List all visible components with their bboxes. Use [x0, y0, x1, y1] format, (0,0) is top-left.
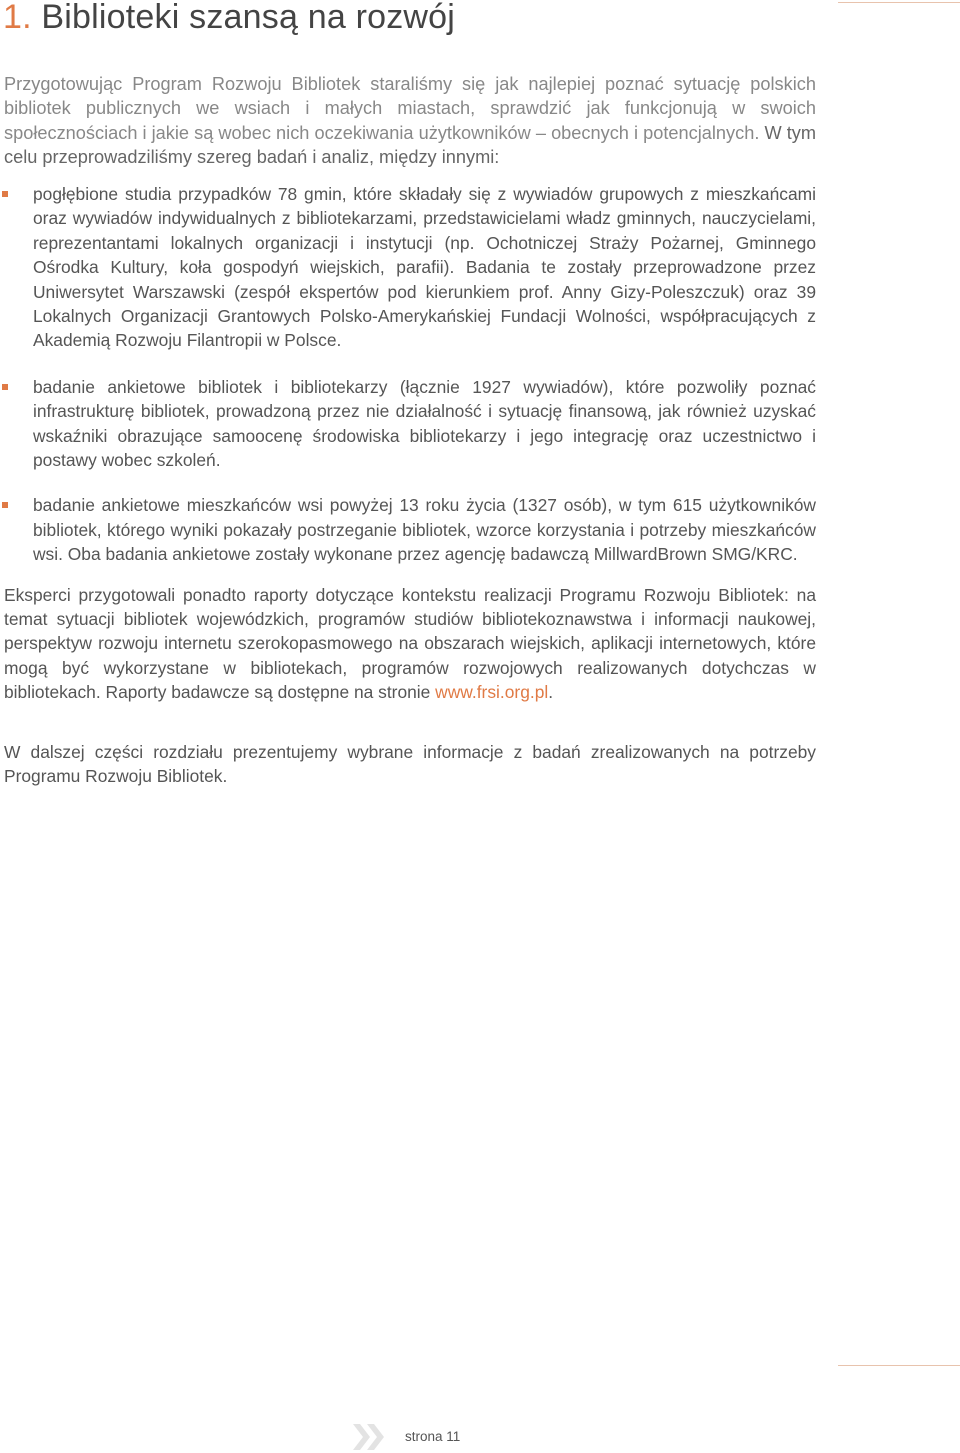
double-chevron-right-icon [353, 1424, 387, 1450]
chapter-number: 1. [3, 0, 32, 36]
experts-text: Eksperci przygotowali ponadto raporty dotyczące kontekstu realizacji Programu Rozwoju Bibliotek: na temat sytuacji bibliotek wojewódzkich, programów studiów bibliotekoznawstwa i informacji naukowej, perspektyw rozwoju internetu szerokopasmowego na obszarach wiejskich, aplikacji internetowych, które mogą być wykorzystane w bibliotekach, programów rozwojowych realizowanych dotychczas w bibliotekach. Raporty badawcze są dostępne na stronie [4, 585, 816, 702]
intro-paragraph [4, 72, 816, 169]
experts-end: . [548, 681, 554, 702]
list-item [4, 182, 816, 353]
list-item-text: pogłębione studia przypadków 78 gmin, które składały się z wywiadów grupowych z mieszkańcami oraz wywiadów indywidualnych z bibliotekarzami, przedstawicielami władz gminnych, nauczycielami, reprezentantami lokalnych organizacji i instytucji (np. Ochotniczej Straży Pożarnej, Gminnego Ośrodka Kultury, koła gospodyń wiejskich, parafii). Badania te zostały przeprowadzone przez Uniwersytet Warszawski (zespół ekspertów pod kierunkiem prof. Anny Gizy-Poleszczuk) oraz 39 Lokalnych Organizacji Grantowych Polsko-Amerykańskiej Fundacji Wolności, współpracujących z Akademią Rozwoju Filantropii w Polsce. [33, 184, 816, 351]
list-item-text: badanie ankietowe bibliotek i bibliotekarzy (łącznie 1927 wywiadów), które pozwoliły poznać infrastrukturę bibliotek, prowadzoną przez nie działalność i sytuację finansową, jak również uzyskać wskaźniki obrazujące samoocenę środowiska bibliotekarzy i jego integrację oraz uczestnictwo i postawy wobec szkoleń. [33, 376, 816, 471]
footer-rule [838, 1365, 960, 1366]
list-item [4, 375, 816, 473]
bullet-square-icon [2, 502, 8, 508]
research-list [4, 182, 816, 567]
chapter-title-text: Biblioteki szansą na rozwój [41, 0, 456, 36]
list-item [4, 493, 816, 566]
experts-paragraph [4, 583, 816, 704]
frsi-link[interactable]: www.frsi.org.pl [435, 681, 549, 702]
bullet-square-icon [2, 384, 8, 390]
page-number: strona 11 [405, 1429, 461, 1444]
header-rule [838, 2, 960, 3]
intro-rest-text: W tym celu przeprowadziliśmy szereg badań i analiz, między innymi: [4, 122, 816, 167]
chapter-title [3, 0, 455, 37]
closing-paragraph: W dalszej części rozdziału prezentujemy wybrane informacje z badań zrealizowanych na potrzeby Programu Rozwoju Bibliotek. [4, 742, 816, 787]
intro-lead-text: Przygotowując Program Rozwoju Bibliotek staraliśmy się jak najlepiej poznać sytuację polskich bibliotek publicznych we wsiach i małych miastach, sprawdzić jak funkcjonują w swoich społecznościach i jakie są wobec nich oczekiwania użytkowników – obecnych i potencjalnych. [4, 74, 816, 143]
list-item-text: badanie ankietowe mieszkańców wsi powyżej 13 roku życia (1327 osób), w tym 615 użytkowników bibliotek, którego wyniki pokazały postrzeganie bibliotek, wzorce korzystania i potrzeby mieszkańców wsi. Oba badania ankietowe zostały wykonane przez agencję badawczą MillwardBrown SMG/KRC. [33, 495, 816, 565]
bullet-square-icon [2, 191, 8, 197]
